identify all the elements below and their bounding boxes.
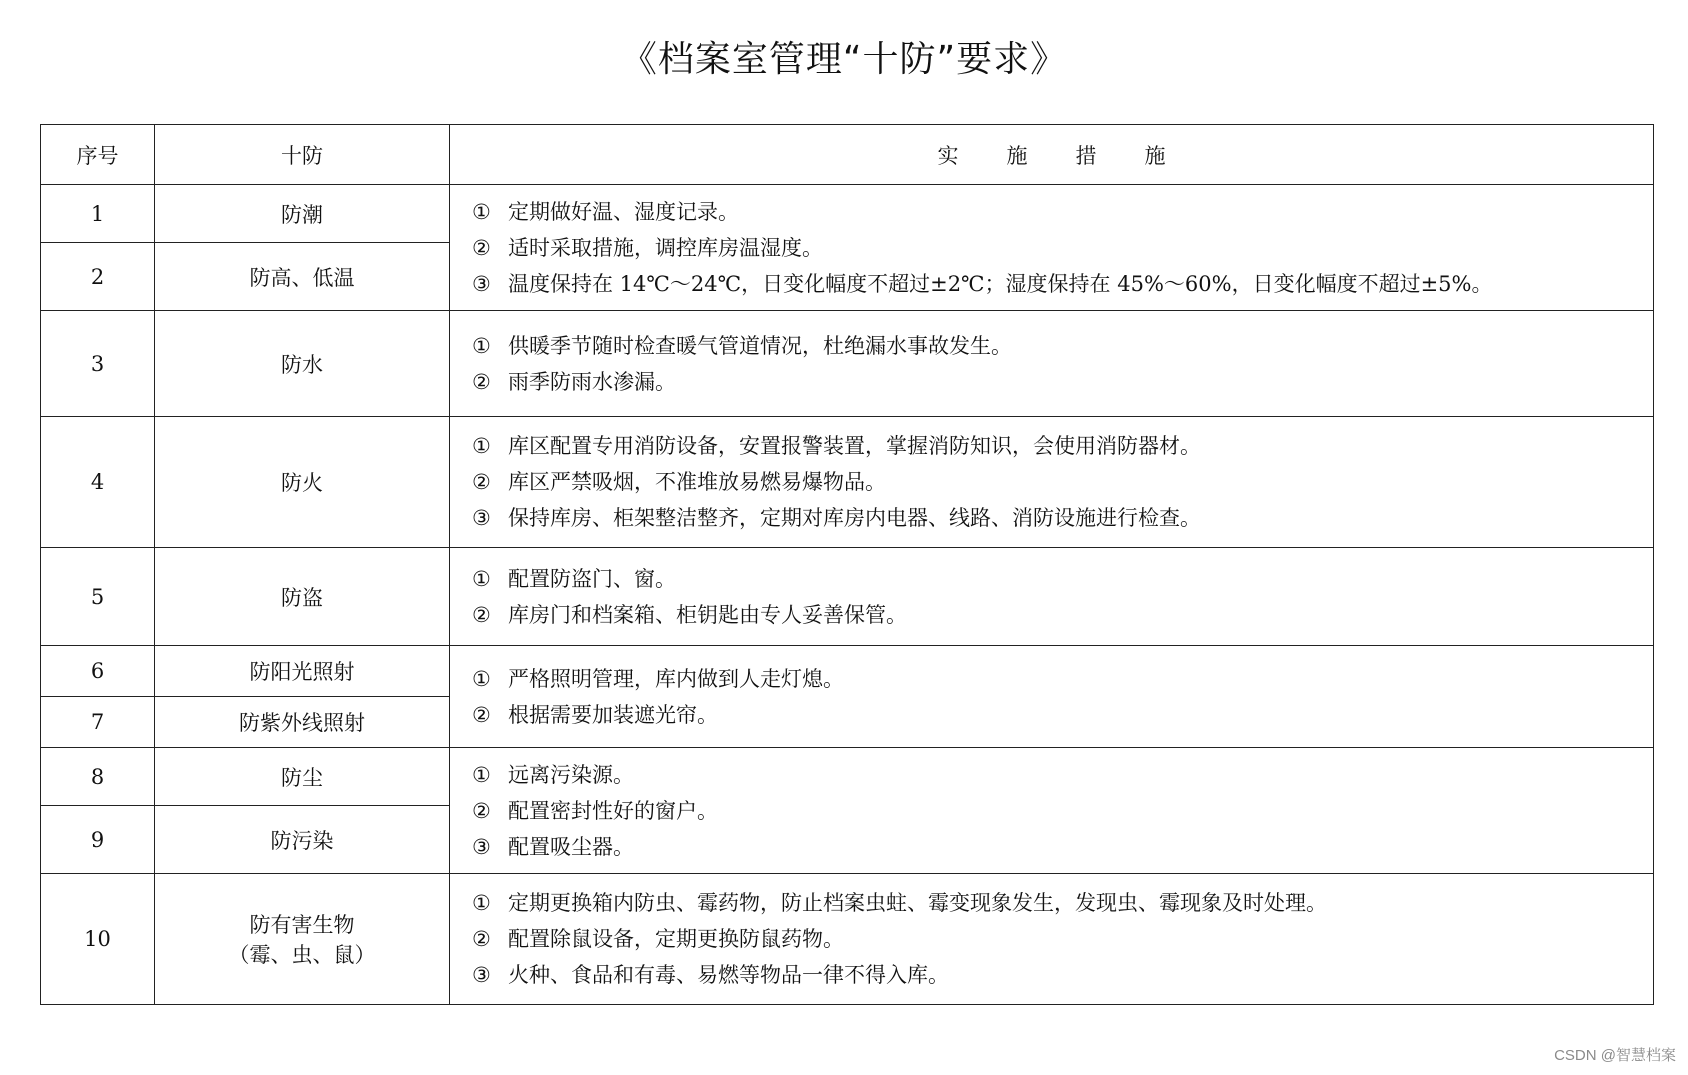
row-no: 6 [41,646,155,697]
row-name: 防高、低温 [155,243,450,311]
item-text: 定期做好温、湿度记录。 [508,199,739,224]
row-no: 2 [41,243,155,311]
measure-item [472,829,1653,865]
header-measures-char: 施 [1144,143,1166,168]
item-mark: ① [472,891,491,915]
item-mark: ③ [472,271,491,296]
item-mark: ③ [472,963,491,987]
row-name [155,874,450,1005]
item-text: 定期更换箱内防虫、霉药物，防止档案虫蛀、霉变现象发生，发现虫、霉现象及时处理。 [508,891,1327,915]
item-text: 严格照明管理，库内做到人走灯熄。 [508,666,844,691]
measures-cell [450,185,1654,311]
row-no: 4 [41,417,155,548]
item-mark: ③ [472,506,491,530]
item-text: 供暖季节随时检查暖气管道情况，杜绝漏水事故发生。 [508,333,1012,358]
item-text: 配置密封性好的窗户。 [508,798,718,823]
item-text: 火种、食品和有毒、易燃等物品一律不得入库。 [508,963,949,987]
table-row [41,874,1654,1005]
table-row [41,748,1654,806]
item-mark: ③ [472,834,491,859]
header-no: 序号 [41,125,155,185]
item-text: 根据需要加装遮光帘。 [508,702,718,727]
measure-item [472,957,1653,993]
measure-item [472,364,1653,400]
item-text: 配置防盗门、窗。 [508,566,676,591]
row-no: 10 [41,874,155,1005]
ten-protections-table [40,124,1654,1005]
measure-item [472,194,1653,230]
item-text: 远离污染源。 [508,762,634,787]
measure-item [472,597,1653,633]
item-text: 温度保持在 14℃～24℃，日变化幅度不超过±2℃；湿度保持在 45%～60%，日变化幅度不超过±5%。 [508,271,1493,296]
row-no: 3 [41,311,155,417]
table-row [41,311,1654,417]
table-row [41,417,1654,548]
header-row [41,125,1654,185]
table-row [41,548,1654,646]
measure-item [472,793,1653,829]
row-name: 防污染 [155,806,450,874]
row-name: 防水 [155,311,450,417]
table-row [41,646,1654,697]
item-text: 雨季防雨水渗漏。 [508,369,676,394]
measures-cell [450,874,1654,1005]
measure-item [472,885,1653,921]
row-name: 防盗 [155,548,450,646]
item-mark: ① [472,762,491,787]
measures-cell [450,311,1654,417]
measure-item [472,697,1653,733]
row-name-main: 防有害生物 [249,913,355,937]
item-mark: ② [472,235,491,260]
row-name: 防紫外线照射 [155,697,450,748]
item-mark: ① [472,566,491,591]
item-mark: ② [472,702,491,727]
page-title: 《档案室管理“十防”要求》 [620,39,1068,80]
measure-item [472,428,1653,464]
measures-cell [450,417,1654,548]
header-name: 十防 [155,125,450,185]
header-measures-char: 措 [1075,143,1097,168]
row-name: 防火 [155,417,450,548]
row-name: 防尘 [155,748,450,806]
item-mark: ② [472,369,491,394]
row-no: 7 [41,697,155,748]
item-text: 保持库房、柜架整洁整齐，定期对库房内电器、线路、消防设施进行检查。 [508,506,1201,530]
measure-item [472,757,1653,793]
measure-item [472,328,1653,364]
measures-cell [450,646,1654,748]
table-row [41,185,1654,243]
measures-cell [450,748,1654,874]
row-no: 5 [41,548,155,646]
row-name: 防潮 [155,185,450,243]
item-text: 适时采取措施，调控库房温湿度。 [508,235,823,260]
measure-item [472,500,1653,536]
header-measures-char: 施 [1006,143,1028,168]
item-mark: ② [472,602,491,627]
item-mark: ① [472,666,491,691]
header-measures-char: 实 [937,143,959,168]
item-text: 配置除鼠设备，定期更换防鼠药物。 [508,927,844,951]
item-text: 库房门和档案箱、柜钥匙由专人妥善保管。 [508,602,907,627]
measure-item [472,561,1653,597]
item-mark: ① [472,434,491,458]
header-measures [450,125,1654,185]
measures-cell [450,548,1654,646]
measure-item [472,230,1653,266]
row-no: 1 [41,185,155,243]
item-mark: ① [472,199,491,224]
item-text: 库区配置专用消防设备，安置报警装置，掌握消防知识，会使用消防器材。 [508,434,1201,458]
measure-item [472,921,1653,957]
measure-item [472,464,1653,500]
item-text: 配置吸尘器。 [508,834,634,859]
item-mark: ② [472,927,491,951]
item-mark: ① [472,333,491,358]
item-mark: ② [472,470,491,494]
item-text: 库区严禁吸烟，不准堆放易燃易爆物品。 [508,470,886,494]
row-name: 防阳光照射 [155,646,450,697]
row-name-sub: （霉、虫、鼠） [228,943,376,967]
row-no: 8 [41,748,155,806]
row-no: 9 [41,806,155,874]
measure-item [472,661,1653,697]
item-mark: ② [472,798,491,823]
watermark: CSDN @智慧档案 [1554,1047,1676,1064]
measure-item [472,266,1653,302]
